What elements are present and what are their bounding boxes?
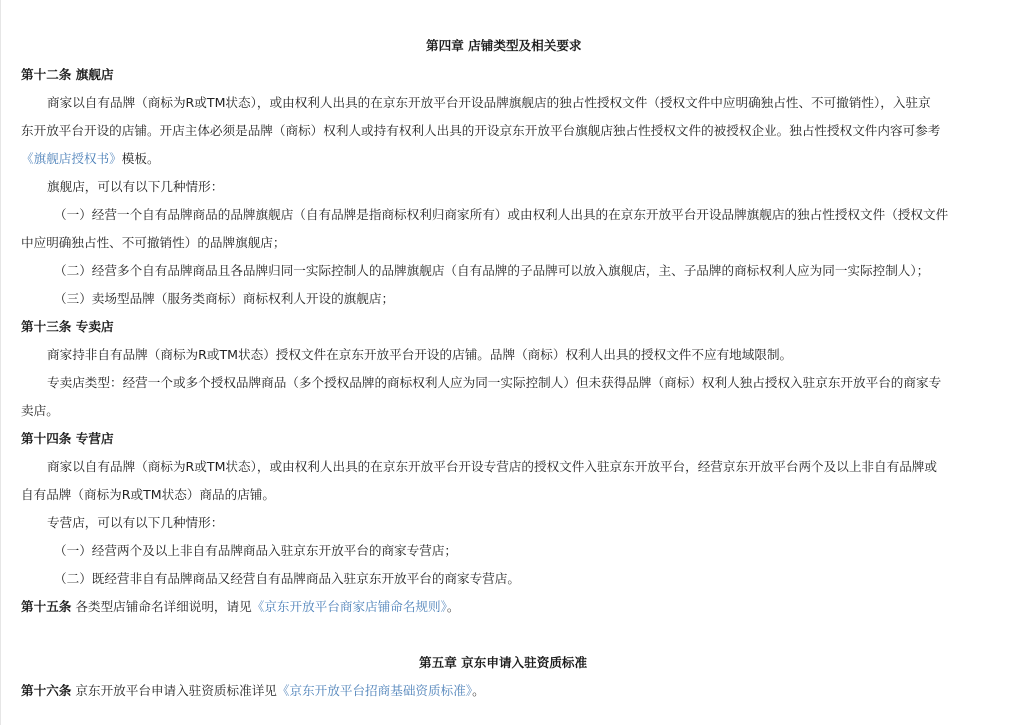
article-13-title: 第十三条 专卖店 xyxy=(21,319,114,334)
article-16-text: 京东开放平台申请入驻资质标准详见 xyxy=(71,683,277,698)
article-14-item-1: （一）经营两个及以上非自有品牌商品入驻京东开放平台的商家专营店； xyxy=(54,543,457,558)
article-12-item-1-line-2: 中应明确独占性、不可撤销性）的品牌旗舰店； xyxy=(21,235,286,250)
article-12-paragraph-2: 旗舰店，可以有以下几种情形： xyxy=(47,179,224,194)
article-15 xyxy=(21,598,460,616)
chapter-5-title: 第五章 京东申请入驻资质标准 xyxy=(419,655,588,670)
article-12-paragraph-1-line-1: 商家以自有品牌（商标为R或TM状态），或由权利人出具的在京东开放平台开设品牌旗舰店的独占性授权文件（授权文件中应明确独占性、不可撤销性），入驻京 xyxy=(47,95,931,110)
article-12-title: 第十二条 旗舰店 xyxy=(21,67,114,82)
store-naming-rules-link[interactable]: 《京东开放平台商家店铺命名规则》 xyxy=(251,599,447,614)
flagship-authorization-link[interactable]: 《旗舰店授权书》 xyxy=(21,151,122,166)
article-12-paragraph-1-line-2: 东开放平台开设的店铺。开店主体必须是品牌（商标）权利人或持有权利人出具的开设京东开放平台旗舰店独占性授权文件的被授权企业。独占性授权文件内容可参考 xyxy=(21,123,941,138)
article-13-paragraph-2-line-1: 专卖店类型：经营一个或多个授权品牌商品（多个授权品牌的商标权利人应为同一实际控制人）但未获得品牌（商标）权利人独占授权入驻京东开放平台的商家专 xyxy=(47,375,942,390)
article-16-label: 第十六条 xyxy=(21,683,72,698)
article-12-paragraph-1-tail: 模板。 xyxy=(121,151,160,166)
article-15-text: 各类型店铺命名详细说明，请见 xyxy=(71,599,252,614)
article-16 xyxy=(21,682,485,700)
article-12-paragraph-1-line-3 xyxy=(21,150,160,168)
page-left-border xyxy=(0,0,1,725)
article-13-paragraph-2-line-2: 卖店。 xyxy=(21,403,59,418)
article-14-paragraph-1-line-2: 自有品牌（商标为R或TM状态）商品的店铺。 xyxy=(21,487,275,502)
article-14-paragraph-1-line-1: 商家以自有品牌（商标为R或TM状态），或由权利人出具的在京东开放平台开设专营店的授权文件入驻京东开放平台，经营京东开放平台两个及以上非自有品牌或 xyxy=(47,459,937,474)
chapter-4-title: 第四章 店铺类型及相关要求 xyxy=(426,38,582,53)
article-14-paragraph-2: 专营店，可以有以下几种情形： xyxy=(47,515,224,530)
article-14-item-2: （二）既经营非自有品牌商品又经营自有品牌商品入驻京东开放平台的商家专营店。 xyxy=(54,571,520,586)
article-16-tail: 。 xyxy=(472,683,485,698)
article-12-item-3: （三）卖场型品牌（服务类商标）商标权利人开设的旗舰店； xyxy=(54,291,395,306)
article-12-item-2: （二）经营多个自有品牌商品且各品牌归同一实际控制人的品牌旗舰店（自有品牌的子品牌可以放入旗舰店，主、子品牌的商标权利人应为同一实际控制人）； xyxy=(54,263,930,278)
article-15-tail: 。 xyxy=(446,599,460,614)
article-13-paragraph-1: 商家持非自有品牌（商标为R或TM状态）授权文件在京东开放平台开设的店铺。品牌（商标）权利人出具的授权文件不应有地域限制。 xyxy=(47,347,793,362)
article-14-title: 第十四条 专营店 xyxy=(21,431,114,446)
qualification-standards-link[interactable]: 《京东开放平台招商基础资质标准》 xyxy=(276,683,473,698)
article-12-item-1-line-1: （一）经营一个自有品牌商品的品牌旗舰店（自有品牌是指商标权利归商家所有）或由权利人出具的在京东开放平台开设品牌旗舰店的独占性授权文件（授权文件 xyxy=(54,207,949,222)
article-15-label: 第十五条 xyxy=(21,599,72,614)
